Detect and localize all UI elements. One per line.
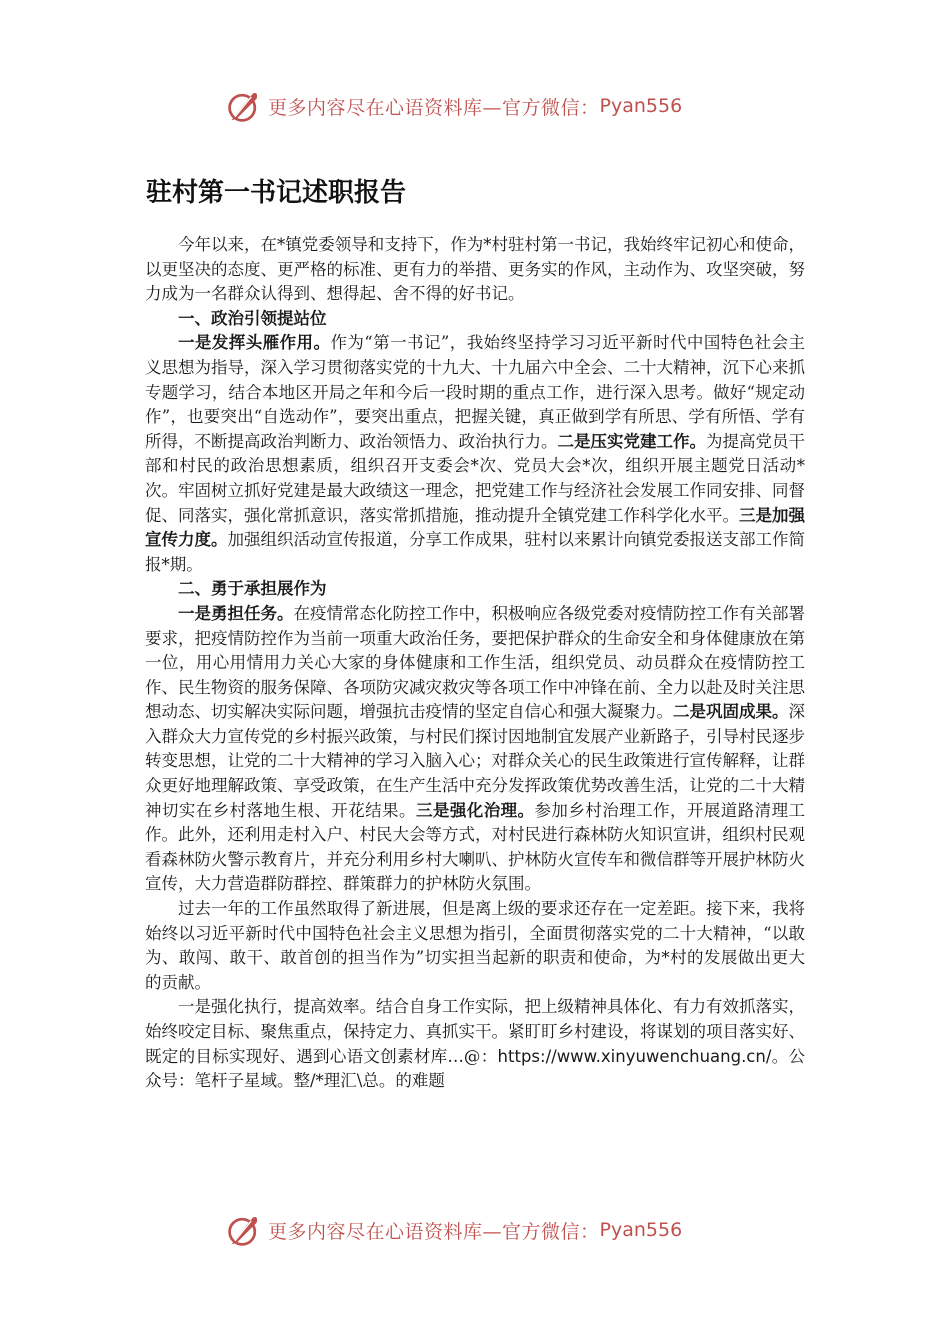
banner-text: 更多内容尽在心语资料库—官方微信： xyxy=(268,96,600,119)
quill-logo-icon xyxy=(226,88,262,124)
intro-paragraph: 今年以来，在*镇党委领导和支持下，作为*村驻村第一书记，我始终牢记初心和使命，以更坚决的态度、更严格的标准、更有力的举措、更务实的作风，主动作为、攻坚突破，努力成为一名群众认得到、想得起、舍不得的好书记。 xyxy=(145,235,805,304)
closing-paragraph: 过去一年的工作虽然取得了新进展，但是离上级的要求还存在一定差距。接下来，我将始终以习近平新时代中国特色社会主义思想为指引，全面贯彻落实党的二十大精神，“以敢为、敢闯、敢干、敢首创的担当作为”切实担当起新的职责和使命，为*村的发展做出更大的贡献。 xyxy=(145,899,805,992)
document-title: 驻村第一书记述职报告 xyxy=(146,178,407,208)
source-url-link[interactable]: https://www.xinyuwenchuang.cn/ xyxy=(497,1046,772,1066)
banner-handle: Pyan556 xyxy=(599,95,683,117)
section-2-text-1: 在疫情常态化防控工作中，积极响应各级党委对疫情防控工作有关部署要求，把疫情防控作为当前一项重大政治任务，要把保护群众的生命安全和身体健康放在第一位，用心用情用力关心大家的身体健康和工作生活，组织党员、动员群众在疫情防控工作、民生物资的服务保障、各项防灾减灾救灾等各项工作中冲锋在前、全力以赴及时关注思想动态、切实解决实际问题，增强抗击疫情的坚定自信心和强大凝聚力。 xyxy=(145,603,805,722)
header-banner xyxy=(226,86,726,126)
section-2-text-3: 参加乡村治理工作，开展道路清理工作。此外，还利用走村入户、村民大会等方式，对村民进行森林防火知识宣讲，组织村民观看森林防火警示教育片，并充分利用乡村大喇叭、护林防火宣传车和微信群等开展护林防火宣传，大力营造群防群控、群策群力的护林防火氛围。 xyxy=(145,800,806,894)
section-2-lead-3: 三是强化治理。 xyxy=(415,800,535,820)
document-body xyxy=(145,233,805,1094)
banner-handle: Pyan556 xyxy=(599,1219,683,1241)
plan-paragraph xyxy=(145,995,805,1093)
section-heading-2: 二、勇于承担展作为 xyxy=(178,579,327,599)
section-1-lead-2: 二是压实党建工作。 xyxy=(557,431,706,451)
quill-logo-icon xyxy=(226,1212,262,1248)
plan-text: 一是强化执行，提高效率。结合自身工作实际，把上级精神具体化、有力有效抓落实，始终咬定目标、聚焦重点，保持定力、真抓实干。紧盯盯乡村建设，将谋划的项目落实好、既定的目标实现好、遇到心语文创素材库…@： xyxy=(145,997,805,1066)
section-2-lead-1: 一是勇担任务。 xyxy=(178,603,294,623)
section-1-paragraph xyxy=(145,331,805,577)
section-1-text-1: 作为“第一书记”，我始终坚持学习习近平新时代中国特色社会主义思想为指导，深入学习贯彻落实党的十九大、十九届六中全会、二十大精神，沉下心来抓专题学习，结合本地区开局之年和今后一段时期的重点工作，进行深入思考。做好“规定动作”，也要突出“自选动作”，要突出重点，把握关键，真正做到学有所思、学有所悟、学有所得，不断提高政治判断力、政治领悟力、政治执行力。 xyxy=(145,333,806,451)
section-2-paragraph xyxy=(145,602,805,897)
footer-banner xyxy=(226,1210,726,1250)
section-2-lead-2: 二是巩固成果。 xyxy=(673,702,789,722)
section-1-text-3: 加强组织活动宣传报道，分享工作成果，驻村以来累计向镇党委报送支部工作简报*期。 xyxy=(145,530,805,574)
section-heading-1: 一、政治引领提站位 xyxy=(178,308,327,328)
plan-tail: 。公众号：笔杆子星域。整/*理汇\总。的难题 xyxy=(145,1046,806,1091)
section-2-text-2: 深入群众大力宣传党的乡村振兴政策，与村民们探讨因地制宜发展产业新路子，引导村民逐步转变思想，让党的二十大精神的学习入脑入心；对群众关心的民生政策进行宣传解释，让群众更好地理解政策、享受政策，在生产生活中充分发挥政策优势改善生活，让党的二十大精神切实在乡村落地生根、开花结果。 xyxy=(145,702,805,820)
banner-text: 更多内容尽在心语资料库—官方微信： xyxy=(268,1220,600,1243)
section-1-lead-1: 一是发挥头雁作用。 xyxy=(178,333,331,353)
section-1-lead-3: 三是加强宣传力度。 xyxy=(145,505,805,550)
section-1-text-2: 为提高党员干部和村民的政治思想素质，组织召开支委会*次、党员大会*次，组织开展主题党日活动*次。牢固树立抓好党建是最大政绩这一理念，把党建工作与经济社会发展工作同安排、同督促、同落实，强化常抓意识，落实常抓措施，推动提升全镇党建工作科学化水平。 xyxy=(145,431,805,525)
